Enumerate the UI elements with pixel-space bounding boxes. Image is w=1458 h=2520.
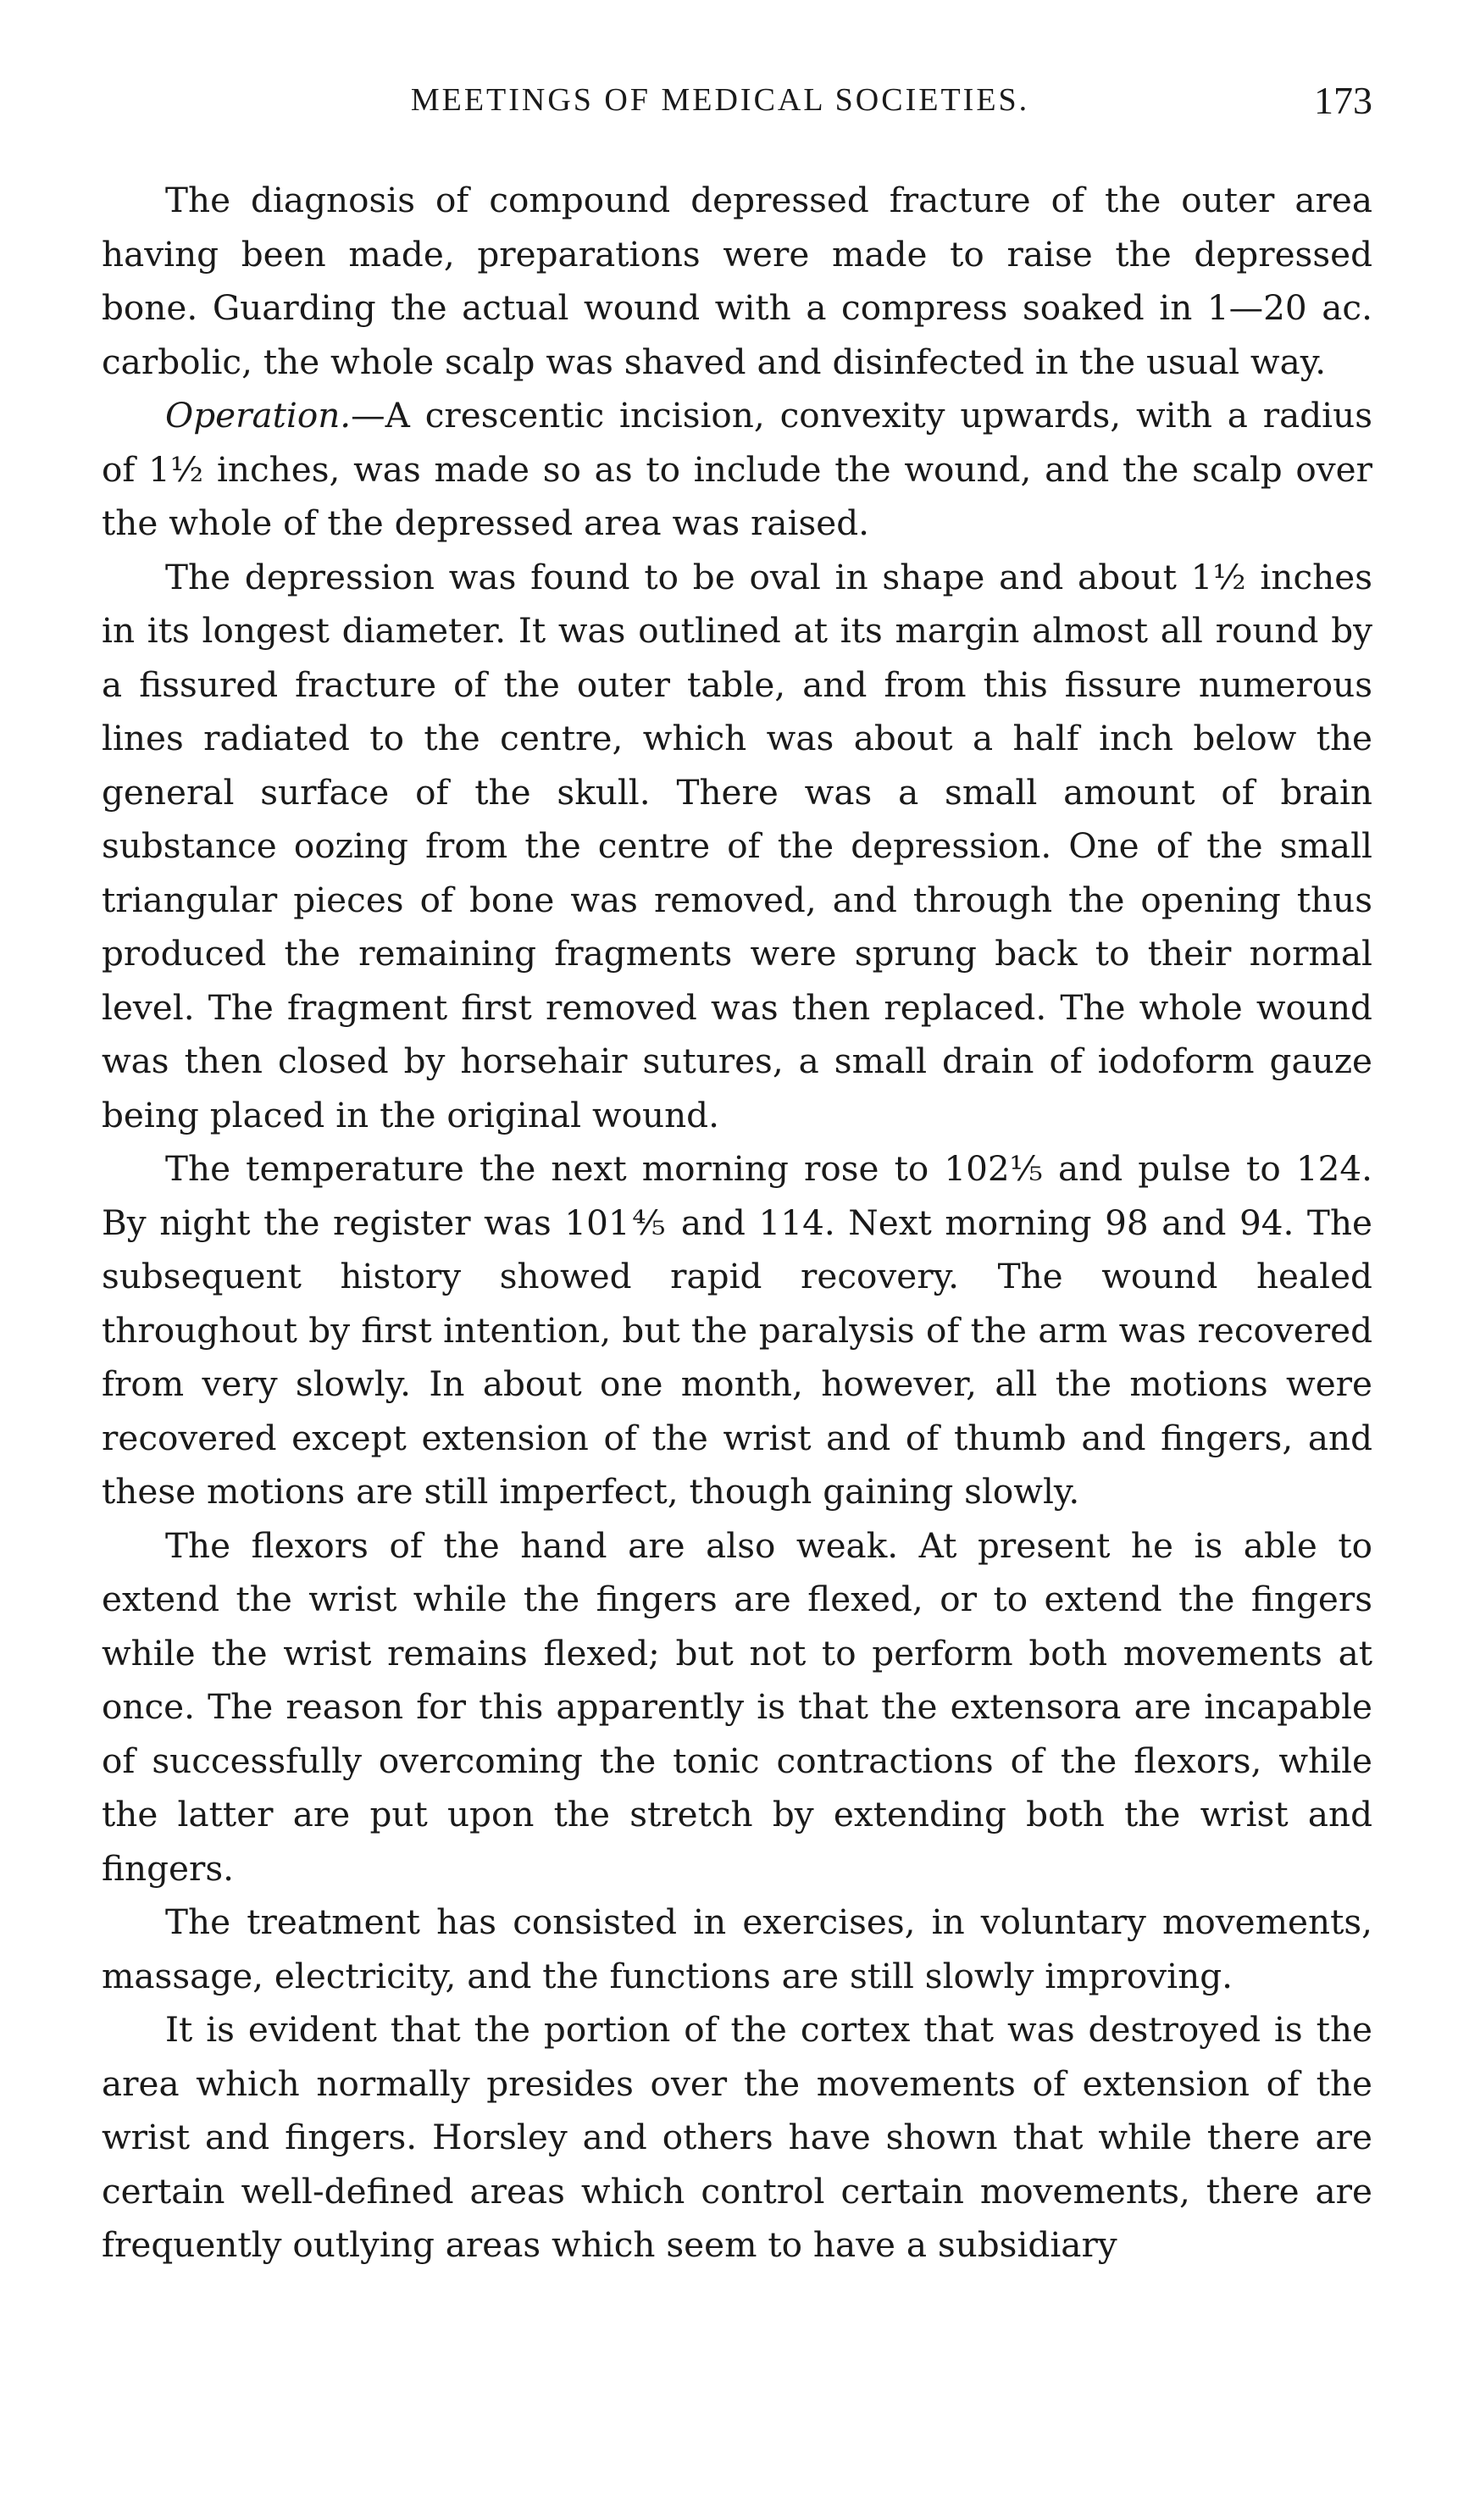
paragraph-depression xyxy=(102,551,1372,1143)
paragraph-text: —A crescentic incision, convexity upwards, with a radius of 1½ inches, was made so as to include the wound, and the scalp over the whole of the depressed area was raised. xyxy=(102,395,1372,543)
running-title: MEETINGS OF MEDICAL SOCIETIES. xyxy=(410,82,1030,118)
body-text xyxy=(102,174,1372,2273)
paragraph-diagnosis xyxy=(102,174,1372,389)
paragraph-text: The depression was found to be oval in shape and about 1½ inches in its longest diameter. It was outlined at its margin almost all round by a fissured fracture of the outer table, and from this fissure numerous lines radiated to the centre, which was about a half inch below the general surface of the skull. There was a small amount of brain substance oozing from the centre of the depression. One of the small triangular pieces of bone was removed, and through the opening thus produced the remaining fragments were sprung back to their normal level. The fragment first removed was then replaced. The whole wound was then closed by horsehair sutures, a small drain of iodoform gauze being placed in the original wound. xyxy=(102,556,1372,1135)
operation-heading: Operation. xyxy=(165,395,352,436)
paragraph-text: The diagnosis of compound depressed fracture of the outer area having been made, preparations were made to raise the depressed bone. Guarding the actual wound with a compress soaked in 1—20 ac. carbolic, the whole scalp was shaved and disinfected in the usual way. xyxy=(102,180,1372,382)
paragraph-operation xyxy=(102,389,1372,551)
paragraph-text: The temperature the next morning rose to 102⅕ and pulse to 124. By night the register was 101⅘ and 114. Next morning 98 and 94. The subsequent history showed rapid recovery. The wound healed throughout by first intention, but the paralysis of the arm was recovered from very slowly. In about one month, however, all the motions were recovered except extension of the wrist and of thumb and fingers, and these motions are still imperfect, though gaining slowly. xyxy=(102,1148,1372,1512)
paragraph-flexors xyxy=(102,1519,1372,1896)
paragraph-temperature xyxy=(102,1142,1372,1519)
page-number: 173 xyxy=(1314,79,1372,122)
running-head xyxy=(102,78,1372,129)
paragraph-text: It is evident that the portion of the cortex that was destroyed is the area which normally presides over the movements of extension of the wrist and fingers. Horsley and others have shown that while there are certain well-defined areas which control certain movements, there are frequently outlying areas which seem to have a subsidiary xyxy=(102,2009,1372,2265)
paragraph-treatment xyxy=(102,1896,1372,2003)
paragraph-cortex xyxy=(102,2003,1372,2273)
book-page xyxy=(102,0,1372,2520)
paragraph-text: The treatment has consisted in exercises, in voluntary movements, massage, electricity, and the functions are still slowly improving. xyxy=(102,1901,1372,1996)
paragraph-text: The flexors of the hand are also weak. At present he is able to extend the wrist while the fingers are flexed, or to extend the fingers while the wrist remains flexed; but not to perform both movements at once. The reason for this apparently is that the extensora are incapable of successfully overcoming the tonic contractions of the flexors, while the latter are put upon the stretch by extending both the wrist and fingers. xyxy=(102,1524,1372,1889)
